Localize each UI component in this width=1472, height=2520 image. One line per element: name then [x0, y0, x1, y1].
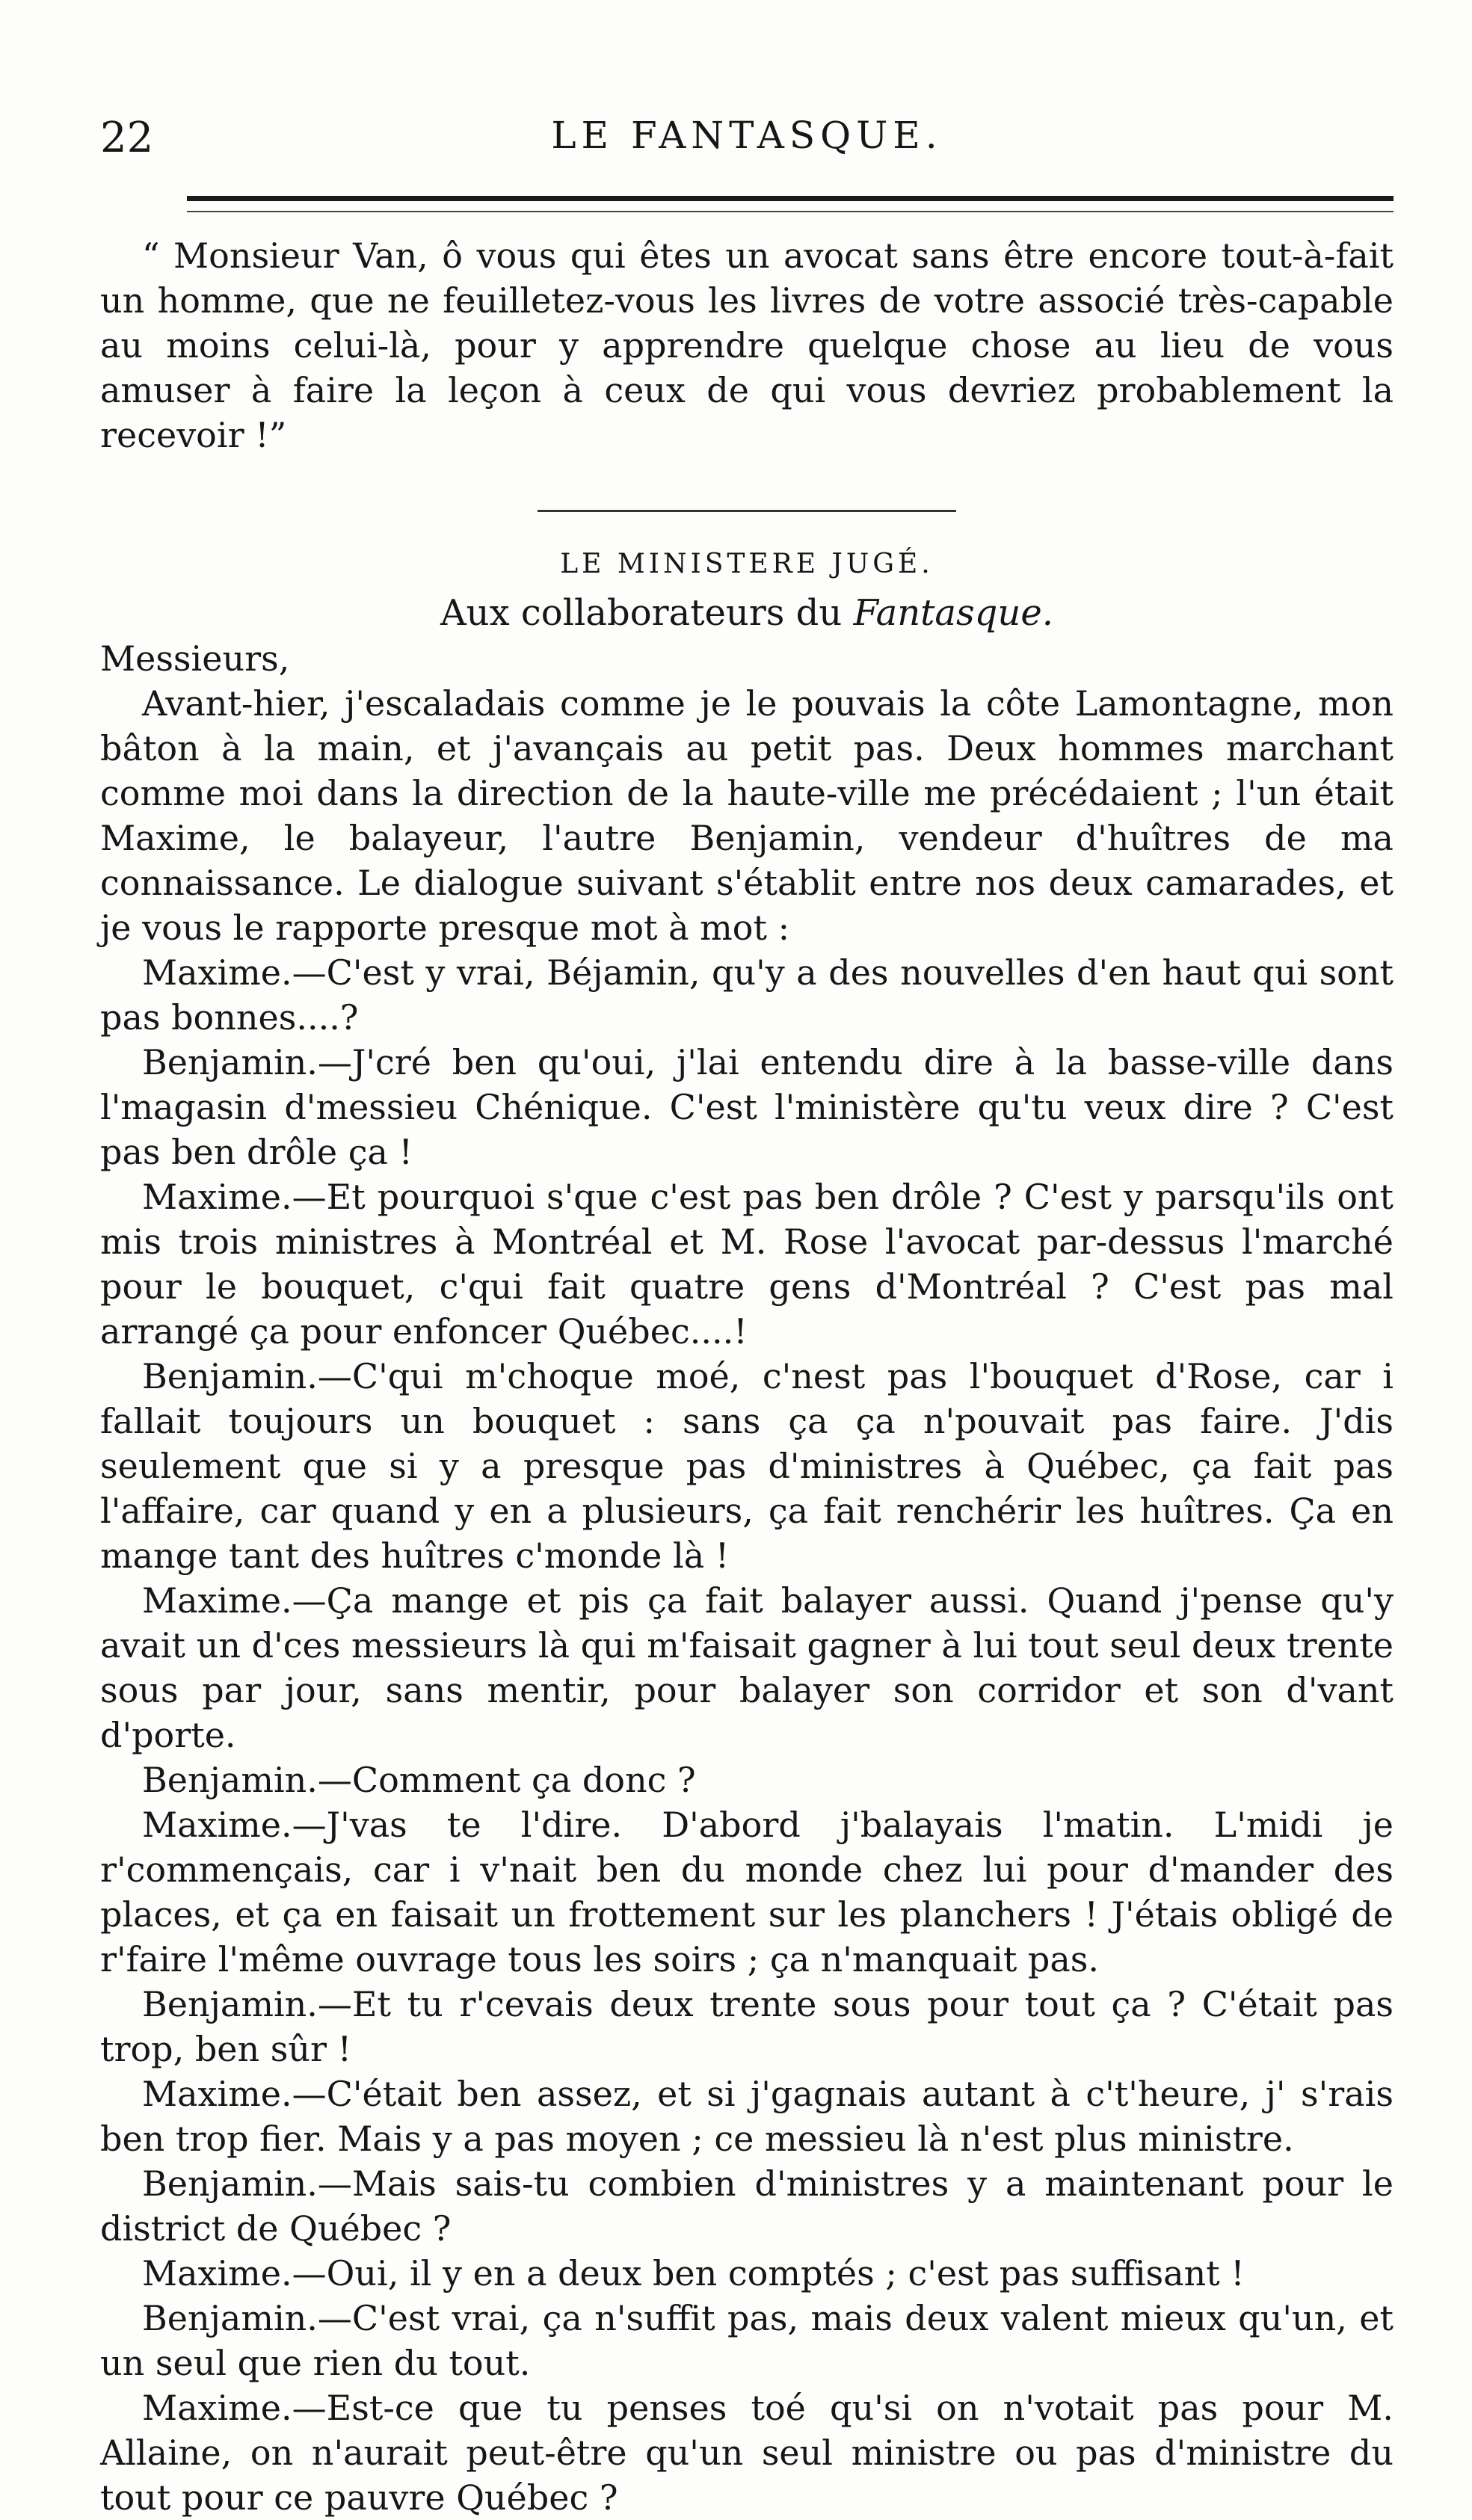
running-title: LE FANTASQUE.: [551, 114, 943, 157]
page-number: 22: [100, 114, 154, 162]
dialogue-line: Maxime.—J'vas te l'dire. D'abord j'balayais l'matin. L'midi je r'commençais, car i v'nait ben du monde chez lui pour d'mander des places, et ça en faisait un frottement sur les planchers ! J'étais obligé de r'faire l'même ouvrage tous les soirs ; ça n'manquait pas.: [100, 1805, 1394, 1980]
opening-quote: “ Monsieur Van, ô vous qui êtes un avocat sans être encore tout-à-fait un homme, que ne feuilletez-vous les livres de votre associé très-capable au moins celui-là, pour y apprendre quelque chose au lieu de vous amuser à faire la leçon à ceux de qui vous devriez probablement la recevoir !”: [100, 235, 1394, 455]
dialogue-line: Benjamin.—J'cré ben qu'oui, j'lai entendu dire à la basse-ville dans l'magasin d'messieu Chénique. C'est l'ministère qu'tu veux dire ? C'est pas ben drôle ça !: [100, 1042, 1394, 1172]
dialogue-line: Maxime.—Est-ce que tu penses toé qu'si on n'votait pas pour M. Allaine, on n'aurait peut-être qu'un seul ministre ou pas d'ministre du tout pour ce pauvre Québec ?: [100, 2388, 1394, 2518]
dialogue-line: Maxime.—C'est y vrai, Béjamin, qu'y a des nouvelles d'en haut qui sont pas bonnes....?: [100, 952, 1394, 1038]
section-title: LE MINISTERE JUGÉ.: [560, 549, 934, 579]
dialogue-line: Benjamin.—C'est vrai, ça n'suffit pas, mais deux valent mieux qu'un, et un seul que rien du tout.: [100, 2298, 1394, 2383]
dialogue-line: Maxime.—C'était ben assez, et si j'gagnais autant à c't'heure, j' s'rais ben trop fier. Mais y a pas moyen ; ce messieu là n'est plus ministre.: [100, 2074, 1394, 2159]
dialogue-line: Benjamin.—C'qui m'choque moé, c'nest pas l'bouquet d'Rose, car i fallait toujours un bouquet : sans ça ça n'pouvait pas faire. J'dis seulement que si y a presque pas d'ministres à Québec, ça fait pas l'affaire, car quand y en a plusieurs, ça fait renchérir les huîtres. Ça en mange tant des huîtres c'monde là !: [100, 1356, 1394, 1576]
salutation: Messieurs,: [100, 638, 290, 679]
page-body: [100, 224, 1394, 2520]
dialogue-line: Benjamin.—Et tu r'cevais deux trente sous pour tout ça ? C'était pas trop, ben sûr !: [100, 1984, 1394, 2069]
dedication-italic: Fantasque.: [853, 592, 1053, 634]
dialogue-line: Benjamin.—Comment ça donc ?: [142, 1760, 696, 1800]
section-separator: [538, 510, 956, 512]
dialogue-line: Maxime.—Oui, il y en a deux ben comptés ; c'est pas suffisant !: [142, 2253, 1245, 2293]
dialogue-line: Benjamin.—Mais sais-tu combien d'ministres y a maintenant pour le district de Québec ?: [100, 2163, 1394, 2249]
dialogue-line: Maxime.—Ça mange et pis ça fait balayer aussi. Quand j'pense qu'y avait un d'ces messieurs là qui m'faisait gagner à lui tout seul deux trente sous par jour, sans mentir, pour balayer son corridor et son d'vant d'porte.: [100, 1580, 1394, 1755]
dialogue-line: Maxime.—Et pourquoi s'que c'est pas ben drôle ? C'est y parsqu'ils ont mis trois ministres à Montréal et M. Rose l'avocat par-dessus l'marché pour le bouquet, c'qui fait quatre gens d'Montréal ? C'est pas mal arrangé ça pour enfoncer Québec....!: [100, 1177, 1394, 1352]
page-header: [100, 114, 1394, 166]
dedication-prefix: Aux collaborateurs du: [440, 592, 854, 634]
header-rule: [187, 196, 1394, 201]
dedication: [100, 590, 1394, 636]
header-rule-thin: [187, 211, 1394, 212]
paragraph: Avant-hier, j'escaladais comme je le pouvais la côte Lamontagne, mon bâton à la main, et j'avançais au petit pas. Deux hommes marchant comme moi dans la direction de la haute-ville me précédaient ; l'un était Maxime, le balayeur, l'autre Benjamin, vendeur d'huîtres de ma connaissance. Le dialogue suivant s'établit entre nos deux camarades, et je vous le rapporte presque mot à mot :: [100, 683, 1394, 948]
